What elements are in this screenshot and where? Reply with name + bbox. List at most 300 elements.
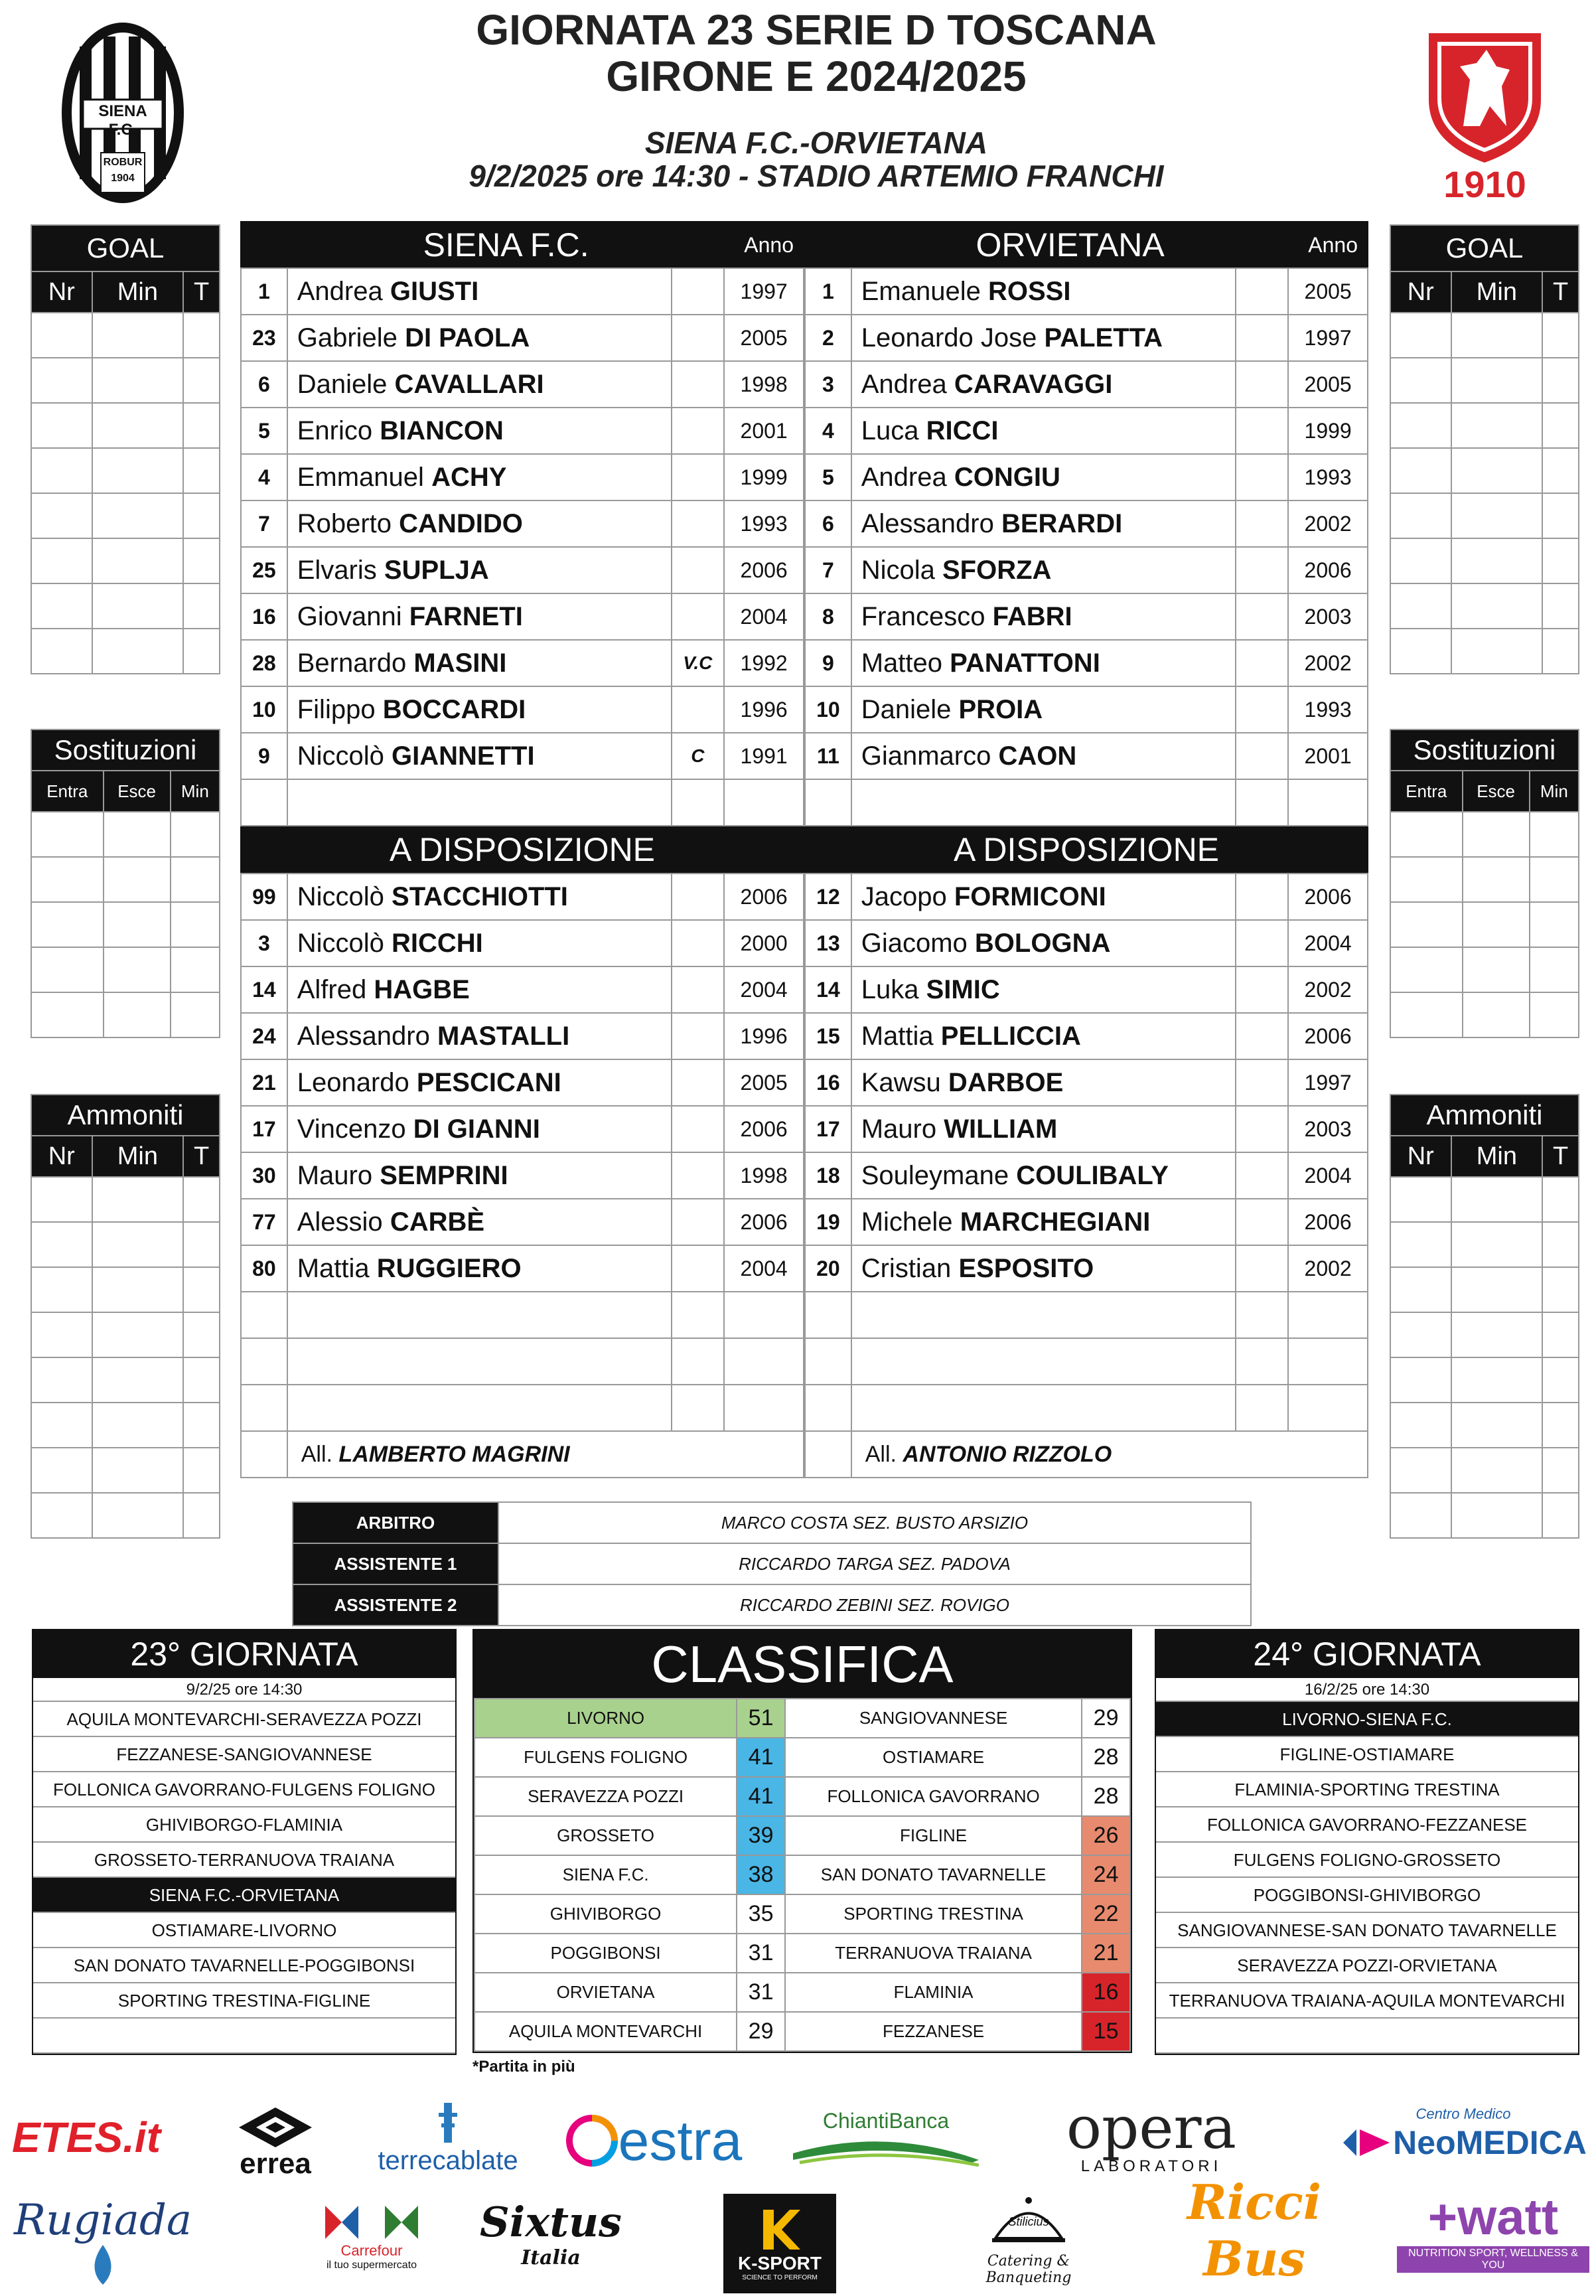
home-cards-table	[31, 1094, 220, 1539]
standings-points: 24	[1082, 1855, 1130, 1894]
player-year: 1999	[724, 454, 804, 500]
player-year: 1996	[724, 1013, 804, 1059]
player-name	[287, 361, 672, 408]
subs-esce: Esce	[104, 771, 171, 812]
standings-team: SAN DONATO TAVARNELLE	[785, 1855, 1082, 1894]
fixture-row: SERAVEZZA POZZI-ORVIETANA	[1156, 1948, 1578, 1983]
etes-logo: ETES.it	[11, 2113, 161, 2161]
player-number: 14	[241, 966, 287, 1013]
player-first-name: Elvaris	[297, 555, 377, 585]
standings-row	[474, 1894, 1130, 1934]
player-role	[1236, 454, 1288, 500]
player-name	[851, 547, 1236, 593]
player-name	[851, 1245, 1236, 1292]
player-row	[241, 1152, 804, 1199]
player-first-name: Niccolò	[297, 928, 384, 958]
standings-team: SIENA F.C.	[474, 1855, 737, 1894]
player-first-name: Alessio	[297, 1207, 383, 1237]
player-number: 9	[805, 640, 851, 686]
player-first-name: Gabriele	[297, 323, 398, 352]
player-first-name: Mauro	[297, 1160, 373, 1190]
giornata24-panel	[1155, 1629, 1579, 2055]
player-year: 2006	[1288, 874, 1368, 920]
player-first-name: Luca	[861, 416, 919, 445]
player-year: 2006	[1288, 1013, 1368, 1059]
standings-points: 26	[1082, 1816, 1130, 1855]
player-number: 11	[805, 733, 851, 779]
rugiada-text: Rugiada	[13, 2196, 192, 2245]
player-role	[672, 1106, 725, 1152]
neomedica-sub: Centro Medico	[1415, 2105, 1511, 2122]
goal-heading: GOAL	[31, 225, 220, 271]
away-team-name: ORVIETANA	[976, 226, 1165, 264]
standings-points: 31	[737, 1934, 785, 1973]
player-year: 1993	[724, 500, 804, 547]
fixture-row: AQUILA MONTEVARCHI-SERAVEZZA POZZI	[33, 1702, 455, 1737]
sixtus-text: Sixtus	[480, 2198, 622, 2246]
ksport-text: K-SPORT	[738, 2252, 822, 2273]
subs-min: Min	[1530, 771, 1579, 812]
cards-nr: Nr	[31, 1136, 92, 1177]
player-first-name: Cristian	[861, 1253, 952, 1283]
player-role	[1236, 1059, 1288, 1106]
fixture-row	[1156, 2019, 1578, 2054]
opera-logo	[1042, 2094, 1261, 2177]
subs-heading: Sostituzioni	[31, 729, 220, 771]
player-name	[851, 268, 1236, 315]
player-row	[805, 315, 1368, 361]
player-row	[241, 593, 804, 640]
player-name	[851, 733, 1236, 779]
player-number: 13	[805, 920, 851, 966]
player-first-name: Jacopo	[861, 881, 947, 911]
standings-team: SPORTING TRESTINA	[785, 1894, 1082, 1934]
player-row	[241, 1106, 804, 1152]
player-year: 1996	[724, 686, 804, 733]
player-year: 2004	[1288, 1152, 1368, 1199]
standings-points: 35	[737, 1894, 785, 1934]
standings-row	[474, 1816, 1130, 1855]
away-goal-table	[1390, 224, 1579, 674]
player-name	[287, 920, 672, 966]
watt-text: +watt	[1427, 2188, 1559, 2246]
player-year: 2005	[1288, 268, 1368, 315]
standings-row	[474, 1738, 1130, 1777]
player-last-name: MASTALLI	[437, 1021, 570, 1051]
player-row	[241, 686, 804, 733]
player-row	[241, 966, 804, 1013]
player-number: 12	[805, 874, 851, 920]
player-name	[851, 1059, 1236, 1106]
player-last-name: FARNETI	[409, 601, 523, 631]
player-year: 1997	[1288, 1059, 1368, 1106]
player-row	[805, 1106, 1368, 1152]
player-year: 1999	[1288, 408, 1368, 454]
player-last-name: HAGBE	[374, 974, 470, 1004]
player-role	[1236, 315, 1288, 361]
standings-team: FULGENS FOLIGNO	[474, 1738, 737, 1777]
player-number: 5	[805, 454, 851, 500]
player-row	[241, 547, 804, 593]
player-year: 1998	[724, 361, 804, 408]
home-anno-label: Anno	[744, 232, 794, 257]
player-name	[851, 408, 1236, 454]
fixture-row: OSTIAMARE-LIVORNO	[33, 1913, 455, 1948]
player-number: 18	[805, 1152, 851, 1199]
player-last-name: SEMPRINI	[380, 1160, 508, 1190]
siena-crest-motto: ROBUR	[103, 157, 143, 168]
player-row	[241, 361, 804, 408]
player-row	[241, 408, 804, 454]
opera-sub: LABORATORI	[1080, 2157, 1222, 2175]
player-last-name: DI GIANNI	[413, 1114, 540, 1144]
player-name	[287, 1152, 672, 1199]
away-coach: All. ANTONIO RIZZOLO	[851, 1431, 1368, 1478]
player-number: 25	[241, 547, 287, 593]
stilicius-text: Stilicius	[1008, 2214, 1049, 2228]
player-role	[1236, 408, 1288, 454]
player-first-name: Kawsu	[861, 1067, 941, 1097]
player-name	[287, 1106, 672, 1152]
stilicius-logo	[956, 2190, 1102, 2290]
official-label: ASSISTENTE 1	[293, 1543, 498, 1584]
player-first-name: Filippo	[297, 694, 376, 724]
fixture-row: GROSSETO-TERRANUOVA TRAIANA	[33, 1843, 455, 1878]
player-first-name: Andrea	[861, 462, 947, 492]
standings-points: 41	[737, 1777, 785, 1816]
player-row	[805, 1152, 1368, 1199]
player-role	[1236, 966, 1288, 1013]
fixture-row: SPORTING TRESTINA-FIGLINE	[33, 1983, 455, 2019]
subs-entra: Entra	[1390, 771, 1463, 812]
player-role	[672, 1245, 725, 1292]
player-number: 1	[241, 268, 287, 315]
fixture-row: FULGENS FOLIGNO-GROSSETO	[1156, 1843, 1578, 1878]
player-row	[805, 1059, 1368, 1106]
fixture-row: SIENA F.C.-ORVIETANA	[33, 1878, 455, 1913]
chiantibanca-text: ChiantiBanca	[822, 2108, 950, 2133]
player-row	[805, 361, 1368, 408]
player-role	[672, 686, 725, 733]
player-last-name: BOCCARDI	[382, 694, 526, 724]
away-coach-name: ANTONIO RIZZOLO	[903, 1441, 1112, 1467]
fixture-row	[33, 2019, 455, 2054]
player-first-name: Leonardo Jose	[861, 323, 1037, 352]
goal-min: Min	[1451, 271, 1543, 313]
neomedica-logo	[1341, 2098, 1586, 2171]
player-name	[851, 361, 1236, 408]
player-role	[1236, 500, 1288, 547]
giornata24-date: 16/2/25 ore 14:30	[1156, 1678, 1578, 1702]
standings-team: ORVIETANA	[474, 1973, 737, 2012]
giornata23-date: 9/2/25 ore 14:30	[33, 1678, 455, 1702]
errea-text: errea	[240, 2147, 311, 2180]
player-year: 1993	[1288, 686, 1368, 733]
goal-heading: GOAL	[1390, 225, 1579, 271]
home-subs-table	[31, 729, 220, 1038]
siena-crest-year: 1904	[111, 173, 135, 184]
player-year: 2004	[724, 966, 804, 1013]
terrecablate-text: terrecablate	[378, 2145, 518, 2175]
header-line2: GIRONE E 2024/2025	[606, 52, 1027, 100]
cards-heading: Ammoniti	[1390, 1095, 1579, 1136]
standings-team: GROSSETO	[474, 1816, 737, 1855]
player-row	[241, 733, 804, 779]
player-last-name: MARCHEGIANI	[960, 1207, 1151, 1237]
official-value: RICCARDO TARGA SEZ. PADOVA	[498, 1543, 1251, 1584]
player-first-name: Mattia	[297, 1253, 370, 1283]
player-year: 2002	[1288, 500, 1368, 547]
standings-row	[474, 1973, 1130, 2012]
fixture-row: POGGIBONSI-GHIVIBORGO	[1156, 1878, 1578, 1913]
fixture-row: FEZZANESE-SANGIOVANNESE	[33, 1737, 455, 1772]
player-year: 2006	[724, 874, 804, 920]
player-number: 14	[805, 966, 851, 1013]
official-label: ARBITRO	[293, 1502, 498, 1543]
player-role	[1236, 874, 1288, 920]
player-name	[287, 1059, 672, 1106]
player-last-name: PELLICCIA	[940, 1021, 1081, 1051]
subs-min: Min	[171, 771, 220, 812]
player-role	[1236, 361, 1288, 408]
watt-sub: NUTRITION SPORT, WELLNESS & YOU	[1397, 2246, 1589, 2273]
cards-min: Min	[92, 1136, 184, 1177]
player-year: 2000	[724, 920, 804, 966]
player-first-name: Leonardo	[297, 1067, 409, 1097]
home-lineup	[240, 221, 804, 1478]
player-role	[672, 966, 725, 1013]
player-row	[805, 920, 1368, 966]
standings-points: 31	[737, 1973, 785, 2012]
player-number: 1	[805, 268, 851, 315]
player-name	[287, 686, 672, 733]
player-first-name: Alfred	[297, 974, 367, 1004]
ksport-sub: SCIENCE TO PERFORM	[742, 2273, 818, 2281]
player-last-name: BERARDI	[1001, 508, 1123, 538]
player-role	[672, 1013, 725, 1059]
player-number: 21	[241, 1059, 287, 1106]
player-year: 1998	[724, 1152, 804, 1199]
player-year: 2005	[724, 315, 804, 361]
officials-table	[292, 1501, 1252, 1626]
player-last-name: PALETTA	[1044, 323, 1163, 352]
stilicius-sub: Catering & Banqueting	[985, 2252, 1072, 2286]
ksport-logo	[723, 2194, 836, 2293]
player-role	[1236, 593, 1288, 640]
player-name	[287, 268, 672, 315]
player-role	[672, 454, 725, 500]
standings-panel	[472, 1629, 1132, 2053]
standings-points: 22	[1082, 1894, 1130, 1934]
chiantibanca-logo	[790, 2101, 982, 2174]
player-number: 10	[241, 686, 287, 733]
player-first-name: Niccolò	[297, 881, 384, 911]
player-last-name: CANDIDO	[399, 508, 523, 538]
player-role	[672, 361, 725, 408]
player-last-name: CAON	[998, 741, 1077, 771]
giornata23-title: 23° GIORNATA	[33, 1630, 455, 1678]
player-row	[805, 408, 1368, 454]
player-last-name: STACCHIOTTI	[392, 881, 568, 911]
player-year: 1993	[1288, 454, 1368, 500]
standings-team: FLAMINIA	[785, 1973, 1082, 2012]
player-number: 17	[805, 1106, 851, 1152]
home-disposizione: A DISPOSIZIONE	[241, 826, 804, 874]
player-row	[241, 1059, 804, 1106]
standings-points: 51	[737, 1699, 785, 1738]
standings-points: 28	[1082, 1777, 1130, 1816]
player-role	[672, 920, 725, 966]
home-team-name: SIENA F.C.	[423, 226, 589, 264]
player-name	[851, 1199, 1236, 1245]
player-year: 2004	[724, 1245, 804, 1292]
player-role	[672, 408, 725, 454]
sixtus-logo	[465, 2190, 637, 2277]
away-anno-label: Anno	[1308, 232, 1358, 257]
player-role	[672, 1152, 725, 1199]
standings-points: 21	[1082, 1934, 1130, 1973]
cards-min: Min	[1451, 1136, 1543, 1177]
player-last-name: CAVALLARI	[394, 369, 544, 399]
player-number: 30	[241, 1152, 287, 1199]
player-row	[241, 454, 804, 500]
player-row	[805, 500, 1368, 547]
standings-title: CLASSIFICA	[474, 1630, 1131, 1698]
standings-points: 29	[1082, 1699, 1130, 1738]
player-first-name: Matteo	[861, 648, 943, 678]
player-year: 2006	[1288, 547, 1368, 593]
match-title: SIENA F.C.-ORVIETANA	[644, 125, 988, 160]
player-last-name: PROIA	[958, 694, 1043, 724]
header-line1: GIORNATA 23 SERIE D TOSCANA	[476, 6, 1157, 54]
player-number: 8	[805, 593, 851, 640]
standings-team: TERRANUOVA TRAIANA	[785, 1934, 1082, 1973]
standings-team: FIGLINE	[785, 1816, 1082, 1855]
goal-nr: Nr	[1390, 271, 1451, 313]
player-role: V.C	[672, 640, 725, 686]
player-row	[805, 686, 1368, 733]
player-last-name: SUPLJA	[384, 555, 489, 585]
player-last-name: WILLIAM	[944, 1114, 1058, 1144]
player-first-name: Andrea	[297, 276, 383, 306]
player-first-name: Michele	[861, 1207, 953, 1237]
orvietana-crest	[1423, 27, 1546, 206]
away-disposizione: A DISPOSIZIONE	[805, 826, 1368, 874]
siena-crest-name: SIENA F.C.	[98, 102, 147, 139]
player-number: 6	[241, 361, 287, 408]
player-year: 2004	[724, 593, 804, 640]
player-number: 7	[241, 500, 287, 547]
player-number: 28	[241, 640, 287, 686]
player-role	[1236, 1245, 1288, 1292]
player-row	[805, 874, 1368, 920]
standings-points: 29	[737, 2012, 785, 2051]
fixture-row: FLAMINIA-SPORTING TRESTINA	[1156, 1772, 1578, 1807]
player-name	[287, 1013, 672, 1059]
player-name	[287, 1199, 672, 1245]
carrefour-text: Carrefour	[340, 2242, 403, 2259]
carrefour-logo	[292, 2190, 451, 2283]
player-year: 2005	[1288, 361, 1368, 408]
player-last-name: SIMIC	[926, 974, 1000, 1004]
player-number: 16	[241, 593, 287, 640]
player-row	[805, 454, 1368, 500]
player-role	[672, 268, 725, 315]
fixture-row: SANGIOVANNESE-SAN DONATO TAVARNELLE	[1156, 1913, 1578, 1948]
player-role	[1236, 1199, 1288, 1245]
player-name	[851, 686, 1236, 733]
player-row	[805, 1013, 1368, 1059]
player-first-name: Luka	[861, 974, 919, 1004]
goal-t: T	[183, 271, 220, 313]
player-name	[851, 454, 1236, 500]
player-role	[1236, 1013, 1288, 1059]
cards-t: T	[1542, 1136, 1579, 1177]
player-number: 15	[805, 1013, 851, 1059]
player-name	[287, 547, 672, 593]
player-number: 20	[805, 1245, 851, 1292]
player-number: 2	[805, 315, 851, 361]
player-last-name: BIANCON	[380, 416, 504, 445]
player-number: 4	[241, 454, 287, 500]
player-first-name: Giacomo	[861, 928, 968, 958]
player-last-name: FABRI	[992, 601, 1072, 631]
player-name	[287, 966, 672, 1013]
player-year: 2002	[1288, 966, 1368, 1013]
player-row	[805, 733, 1368, 779]
player-name	[851, 315, 1236, 361]
fixture-row: FIGLINE-OSTIAMARE	[1156, 1737, 1578, 1772]
player-last-name: MASINI	[413, 648, 507, 678]
cards-t: T	[183, 1136, 220, 1177]
player-last-name: BOLOGNA	[974, 928, 1111, 958]
goal-nr: Nr	[31, 271, 92, 313]
player-row	[241, 920, 804, 966]
player-name	[287, 408, 672, 454]
home-coach-name: LAMBERTO MAGRINI	[338, 1441, 570, 1467]
player-number: 3	[805, 361, 851, 408]
player-first-name: Souleymane	[861, 1160, 1009, 1190]
player-last-name: DARBOE	[948, 1067, 1064, 1097]
player-name	[287, 500, 672, 547]
player-row	[805, 966, 1368, 1013]
standings-row	[474, 1855, 1130, 1894]
player-first-name: Daniele	[297, 369, 388, 399]
player-last-name: CARAVAGGI	[954, 369, 1113, 399]
fixture-row: TERRANUOVA TRAIANA-AQUILA MONTEVARCHI	[1156, 1983, 1578, 2019]
orvietana-crest-year: 1910	[1443, 163, 1526, 205]
player-role	[1236, 686, 1288, 733]
player-name	[851, 874, 1236, 920]
player-first-name: Daniele	[861, 694, 952, 724]
player-last-name: PANATTONI	[950, 648, 1100, 678]
neomedica-text: NeoMEDICA	[1393, 2124, 1587, 2161]
giornata23-panel	[32, 1629, 457, 2055]
player-first-name: Roberto	[297, 508, 392, 538]
player-role	[672, 593, 725, 640]
fixture-row: LIVORNO-SIENA F.C.	[1156, 1702, 1578, 1737]
player-name	[851, 920, 1236, 966]
player-year: 2006	[724, 547, 804, 593]
player-role	[1236, 640, 1288, 686]
player-number: 17	[241, 1106, 287, 1152]
player-row	[241, 1245, 804, 1292]
player-first-name: Enrico	[297, 416, 373, 445]
player-role	[1236, 920, 1288, 966]
player-first-name: Nicola	[861, 555, 935, 585]
player-last-name: RUGGIERO	[376, 1253, 522, 1283]
player-year: 2006	[724, 1199, 804, 1245]
